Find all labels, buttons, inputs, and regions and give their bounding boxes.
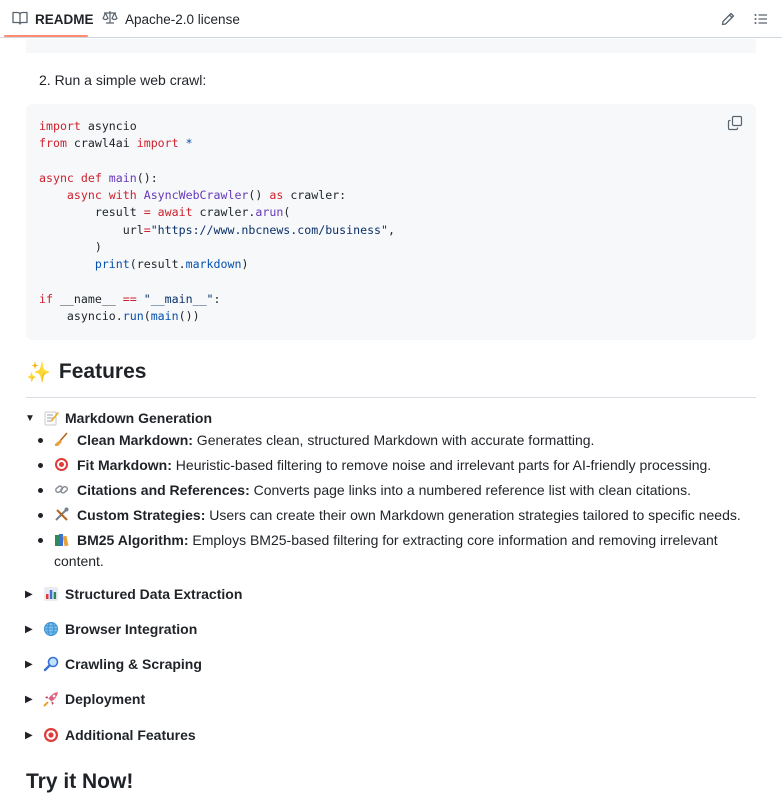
features-heading xyxy=(26,360,756,398)
feature-colon: : xyxy=(167,457,172,473)
details-additional-features[interactable] xyxy=(25,727,196,743)
tab-readme-label: README xyxy=(35,11,94,27)
feature-colon: : xyxy=(245,482,250,498)
expanded-triangle-icon: ▼ xyxy=(25,412,35,424)
collapsed-triangle-icon: ▶ xyxy=(25,658,33,670)
feature-colon: : xyxy=(183,532,189,548)
globe-icon xyxy=(43,621,59,637)
tab-active-indicator xyxy=(4,35,88,37)
details-crawling-scraping[interactable] xyxy=(25,656,202,672)
previous-code-block-tail xyxy=(26,39,756,53)
step-instruction: 2. Run a simple web crawl: xyxy=(39,72,207,88)
details-markdown-generation[interactable] xyxy=(25,410,212,426)
target-icon xyxy=(54,457,70,473)
pencil-icon xyxy=(721,12,735,26)
feature-name: Clean Markdown xyxy=(77,432,189,448)
tab-license[interactable] xyxy=(102,0,240,38)
list-unordered-icon xyxy=(754,13,768,25)
list-item xyxy=(38,480,748,501)
markdown-features-list xyxy=(38,430,748,576)
collapsed-triangle-icon: ▶ xyxy=(25,623,33,635)
details-structured-data-extraction[interactable] xyxy=(25,586,242,602)
memo-icon xyxy=(43,410,59,426)
collapsed-triangle-icon: ▶ xyxy=(25,588,33,600)
feature-name: Citations and References xyxy=(77,482,246,498)
feature-desc: Employs BM25-based filtering for extracting core information and removing irrelevant xyxy=(188,532,718,548)
broom-icon xyxy=(54,432,70,448)
collapsed-triangle-icon: ▶ xyxy=(25,693,33,705)
feature-desc: Users can create their own Markdown generation strategies tailored to specific needs. xyxy=(205,507,741,523)
list-item xyxy=(38,455,748,476)
bar-chart-icon xyxy=(43,586,59,602)
tools-icon xyxy=(54,507,70,523)
feature-name: Fit Markdown xyxy=(77,457,168,473)
list-item xyxy=(38,530,748,572)
details-title: Crawling & Scraping xyxy=(65,656,202,672)
code-block xyxy=(26,104,756,340)
feature-name: BM25 Algorithm xyxy=(77,532,184,548)
law-scale-icon xyxy=(102,10,118,28)
tab-readme[interactable] xyxy=(12,0,94,38)
copy-icon xyxy=(727,115,743,131)
sparkles-icon: ✨ xyxy=(26,362,51,384)
rocket-icon xyxy=(43,691,59,707)
details-title: Structured Data Extraction xyxy=(65,586,243,602)
feature-desc-continued: content. xyxy=(54,553,104,569)
details-browser-integration[interactable] xyxy=(25,621,197,637)
details-deployment[interactable] xyxy=(25,691,145,707)
list-item xyxy=(38,430,748,451)
books-icon xyxy=(54,532,70,548)
feature-name: Custom Strategies xyxy=(77,507,201,523)
details-title: Browser Integration xyxy=(65,621,198,637)
copy-code-button[interactable] xyxy=(727,115,743,131)
readme-tabbar xyxy=(0,0,782,38)
collapsed-triangle-icon: ▶ xyxy=(25,729,33,741)
target-icon xyxy=(43,727,59,743)
features-heading-text: Features xyxy=(58,360,147,383)
feature-desc: Heuristic-based filtering to remove noise and irrelevant parts for AI-friendly processing. xyxy=(171,457,712,473)
feature-colon: : xyxy=(200,507,206,523)
outline-menu-button[interactable] xyxy=(751,9,771,29)
list-item xyxy=(38,505,748,526)
magnifying-glass-icon xyxy=(43,656,59,672)
details-title: Deployment xyxy=(65,691,146,707)
tab-license-label: Apache-2.0 license xyxy=(125,11,240,27)
try-it-now-heading: Try it Now! xyxy=(26,770,134,793)
details-title: Markdown Generation xyxy=(65,410,213,426)
details-title: Additional Features xyxy=(65,727,196,743)
link-icon xyxy=(54,482,70,498)
feature-desc: Converts page links into a numbered reference list with clean citations. xyxy=(249,482,691,498)
code-content: import asyncio from crawl4ai import * async def main(): async with AsyncWebCrawler() as crawler: result = await crawler.arun( url="https://www.nbcnews.com/business", ) print(result.markdown) if __name__ == "__main__": asyncio.run(main()) xyxy=(39,119,395,324)
edit-readme-button[interactable] xyxy=(718,9,738,29)
book-icon xyxy=(12,11,28,28)
feature-colon: : xyxy=(188,432,193,448)
feature-desc: Generates clean, structured Markdown with accurate formatting. xyxy=(192,432,595,448)
